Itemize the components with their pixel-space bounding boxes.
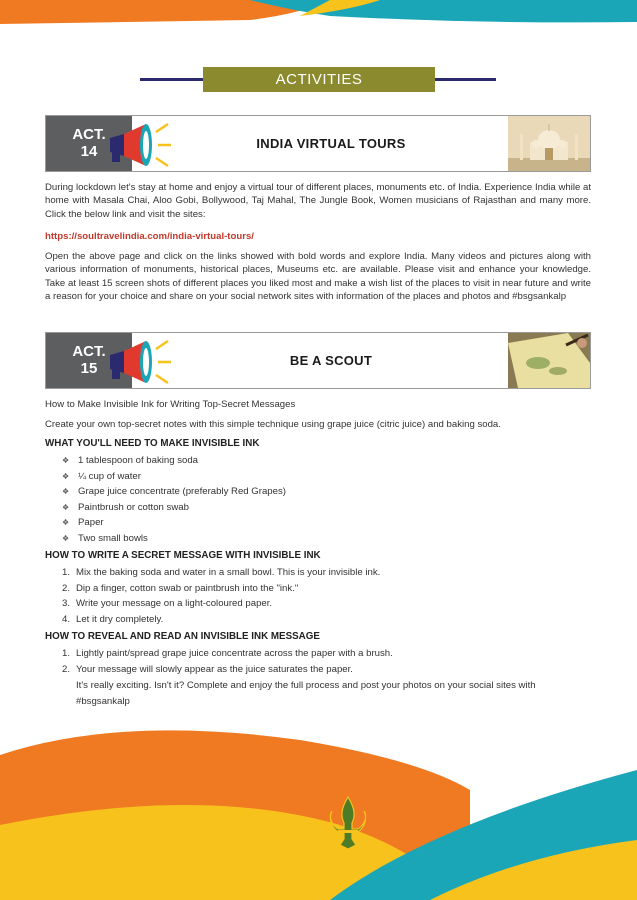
- header-rule-left: [140, 78, 204, 81]
- write-steps-list: [62, 565, 592, 627]
- materials-list: [62, 453, 592, 546]
- activity-number: 14: [80, 143, 98, 160]
- act14-intro-paragraph: During lockdown let's stay at home and enjoy a virtual tour of different places, monuments etc. of India. Experience India while at home with Masala Chai, Aloo Gobi, Bollywood, Taj Mahal, The Jungle Book, Women musicians of Rajasthan and many more. Click the below link and visit the sites:: [45, 182, 591, 220]
- header-rule-right: [434, 78, 496, 81]
- list-item: ❖ Paper: [62, 515, 592, 531]
- closing-paragraph: It's really exciting. Isn't it? Complete and enjoy the full process and post your photos on your social sites with #bsgsankalp: [76, 680, 536, 707]
- activity-title: INDIA VIRTUAL TOURS: [256, 136, 406, 151]
- taj-mahal-image: [508, 116, 590, 171]
- activity-14-banner: [45, 115, 591, 172]
- footer-decoration: [0, 715, 637, 900]
- top-decorative-strip: [0, 0, 637, 26]
- list-item: 2. Your message will slowly appear as the juice saturates the paper.: [62, 663, 353, 675]
- reveal-steps-list: [62, 646, 592, 677]
- activity-label: ACT.: [72, 126, 106, 143]
- list-item: 4. Let it dry completely.: [62, 613, 164, 625]
- list-item: 1. Lightly paint/spread grape juice concentrate across the paper with a brush.: [62, 648, 393, 659]
- write-heading: HOW TO WRITE A SECRET MESSAGE WITH INVISIBLE INK: [45, 550, 321, 561]
- act15-subtitle: How to Make Invisible Ink for Writing Top-Secret Messages: [45, 399, 296, 410]
- page-title: ACTIVITIES: [203, 67, 435, 92]
- list-item: ❖ Paintbrush or cotton swab: [62, 500, 592, 516]
- virtual-tours-link[interactable]: https://soultravelindia.com/india-virtual-tours/: [45, 231, 254, 242]
- list-item: ❖ Grape juice concentrate (preferably Red Grapes): [62, 484, 592, 500]
- list-item: 2. Dip a finger, cotton swab or paintbrush into the "ink.": [62, 582, 299, 594]
- need-heading: WHAT YOU'LL NEED TO MAKE INVISIBLE INK: [45, 438, 260, 449]
- list-item: ❖ 1 tablespoon of baking soda: [62, 453, 592, 469]
- invisible-ink-photo: [508, 333, 590, 388]
- activity-number: 15: [80, 360, 98, 377]
- scout-emblem-icon: [326, 795, 370, 851]
- act14-body-paragraph: Open the above page and click on the links showed with bold words and explore India. Many videos and pictures along with various information of monuments, historical places, Museums etc. are available. Please visit and enhance your knowledge. Take at least 15 screen shots of different places you liked most and make a wish list of the places to visit in near future and write a reason for your choice and share on your social network sites with information of the places and photos and #bsgsankalp: [45, 251, 591, 303]
- activity-title: BE A SCOUT: [289, 353, 373, 368]
- activity-label: ACT.: [72, 343, 106, 360]
- activity-15-banner: [45, 332, 591, 389]
- list-item: ❖ Two small bowls: [62, 531, 592, 547]
- megaphone-icon: [102, 337, 172, 387]
- megaphone-icon: [102, 120, 172, 170]
- list-item: 1. Mix the baking soda and water in a small bowl. This is your invisible ink.: [62, 567, 381, 578]
- list-item: ❖ ¼ cup of water: [62, 469, 592, 485]
- act15-intro: Create your own top-secret notes with this simple technique using grape juice (citric juice) and baking soda.: [45, 419, 501, 430]
- list-item: 3. Write your message on a light-coloured paper.: [62, 598, 273, 609]
- reveal-heading: HOW TO REVEAL AND READ AN INVISIBLE INK MESSAGE: [45, 631, 320, 642]
